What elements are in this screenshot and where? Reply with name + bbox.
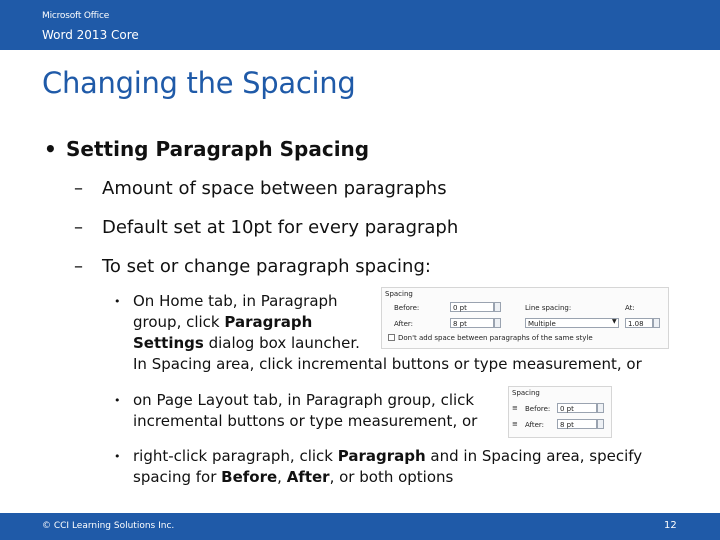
- ribbon-before-label: Before:: [525, 405, 551, 413]
- copyright-text: © CCI Learning Solutions Inc.: [42, 521, 175, 531]
- slide-title: Changing the Spacing: [42, 66, 356, 100]
- dash-item-text: Default set at 10pt for every paragraph: [102, 217, 459, 238]
- brand-label: Microsoft Office: [42, 11, 110, 21]
- sub-item-2: [114, 390, 494, 432]
- header-bar: [0, 0, 720, 50]
- sub1-line4: In Spacing area, click incremental buttons or type measurement, or: [133, 355, 642, 373]
- dialog-at-input[interactable]: 1.08: [625, 318, 653, 328]
- dash-item-text: To set or change paragraph spacing:: [102, 256, 431, 277]
- dialog-spacing-heading: Spacing: [385, 290, 413, 298]
- dialog-before-input[interactable]: 0 pt: [450, 302, 494, 312]
- dialog-after-label: After:: [394, 320, 414, 328]
- dash-item-1: [74, 178, 447, 199]
- dash-icon: –: [74, 178, 83, 199]
- dash-icon: –: [74, 256, 83, 277]
- space-before-icon: ≡: [512, 404, 518, 412]
- ribbon-after-label: After:: [525, 421, 545, 429]
- dialog-before-spinner[interactable]: [494, 302, 501, 312]
- ribbon-before-input[interactable]: 0 pt: [557, 403, 597, 413]
- dialog-checkbox-label: Don't add space between paragraphs of the same style: [398, 334, 593, 342]
- chevron-down-icon[interactable]: ▼: [612, 318, 617, 325]
- ribbon-after-input[interactable]: 8 pt: [557, 419, 597, 429]
- sub3-line2: spacing for Before, After, or both options: [133, 468, 454, 486]
- paragraph-dialog-screenshot: [381, 287, 669, 349]
- sub1-line2: group, click Paragraph: [133, 313, 313, 331]
- page-number: 12: [664, 520, 677, 531]
- dialog-at-spinner[interactable]: [653, 318, 660, 328]
- sub3-line1: right-click paragraph, click Paragraph and in Spacing area, specify: [133, 447, 643, 465]
- sub2-line2: incremental buttons or type measurement, or: [133, 412, 478, 430]
- space-after-icon: ≡: [512, 420, 518, 428]
- ribbon-before-spinner[interactable]: [597, 403, 604, 413]
- dash-item-text: Amount of space between paragraphs: [102, 178, 447, 199]
- dialog-checkbox[interactable]: [388, 334, 395, 341]
- bullet-dot-icon: •: [44, 137, 57, 161]
- dash-item-3: [74, 256, 431, 277]
- course-label: Word 2013 Core: [42, 28, 139, 42]
- bullet-main-text: Setting Paragraph Spacing: [66, 137, 370, 161]
- dash-item-2: [74, 217, 458, 238]
- sub2-line1: on Page Layout tab, in Paragraph group, click: [133, 391, 475, 409]
- sub-bullet-icon: •: [114, 295, 121, 308]
- dialog-after-spinner[interactable]: [494, 318, 501, 328]
- ribbon-spacing-screenshot: [508, 386, 612, 438]
- ribbon-spacing-heading: Spacing: [512, 389, 540, 397]
- sub1-line3: Settings dialog box launcher.: [133, 334, 360, 352]
- sub-bullet-icon: •: [114, 394, 121, 407]
- footer-bar: [0, 513, 720, 540]
- sub-bullet-icon: •: [114, 450, 121, 463]
- ribbon-after-spinner[interactable]: [597, 419, 604, 429]
- dash-icon: –: [74, 217, 83, 238]
- dialog-line-spacing-select[interactable]: Multiple: [525, 318, 619, 328]
- sub1-line1: On Home tab, in Paragraph: [133, 292, 338, 310]
- dialog-after-input[interactable]: 8 pt: [450, 318, 494, 328]
- bullet-main: [44, 137, 369, 161]
- sub-item-3: [114, 446, 694, 488]
- dialog-line-spacing-label: Line spacing:: [525, 304, 572, 312]
- dialog-before-label: Before:: [394, 304, 420, 312]
- dialog-at-label: At:: [625, 304, 635, 312]
